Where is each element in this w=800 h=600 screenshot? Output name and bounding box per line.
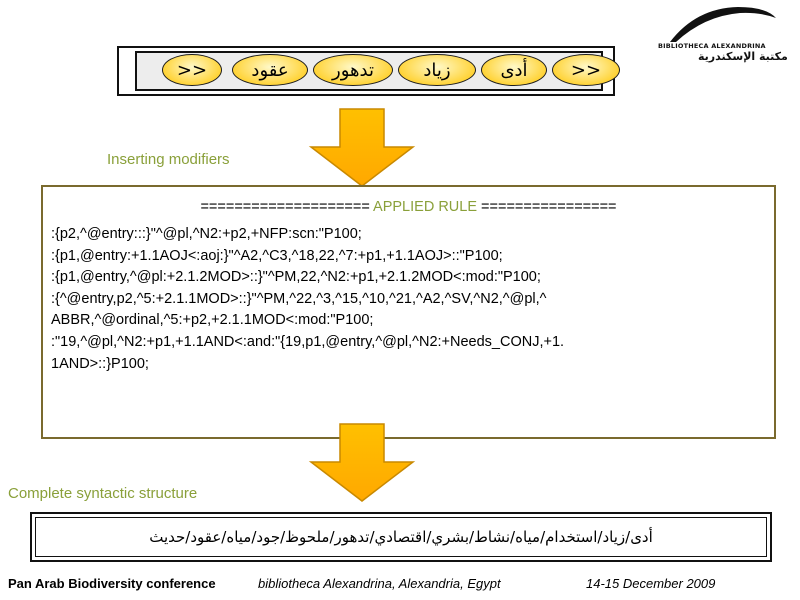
logo-name-ar: مكتبة الإسكندرية — [698, 50, 788, 63]
library-arc-icon — [668, 4, 778, 44]
down-arrow-icon — [307, 422, 417, 504]
footer-conference: Pan Arab Biodiversity conference — [8, 576, 216, 591]
rule-line: :{p2,^@entry:::}"^@pl,^N2:+p2,+NFP:scn:"P100; — [51, 226, 362, 242]
footer-venue: bibliotheca Alexandrina, Alexandria, Egypt — [258, 576, 501, 591]
syntactic-structure-text: أدى/زياد/استخدام/مياه/نشاط/بشري/اقتصادي/تدهور/ملحوظ/جود/مياه/عقود/حديث — [149, 528, 653, 546]
logo-name-en: BIBLIOTHECA ALEXANDRINA — [658, 42, 766, 50]
applied-rule-box — [41, 185, 776, 439]
rule-line: 1AND>::}P100; — [51, 355, 149, 372]
rule-line: :{p1,@entry,^@pl:+2.1.2MOD>::}"^PM,22,^N2:+p1,+2.1.2MOD<:mod:"P100; — [51, 269, 541, 286]
rule-lines — [51, 224, 771, 375]
rule-line: :{p1,@entry:+1.1AOJ<:aoj:}"^A2,^C3,^18,22,^7:+p1,+1.1AOJ>::"P100; — [51, 247, 503, 264]
down-arrow-icon — [307, 107, 417, 189]
rule-header-right: ================ — [477, 199, 617, 215]
rule-line: :"19,^@pl,^N2:+p1,+1.1AND<:and:"{19,p1,@entry,^@pl,^N2:+Needs_CONJ,+1. — [51, 333, 565, 350]
complete-structure-caption: Complete syntactic structure — [8, 485, 198, 502]
rule-header-left: ==================== — [200, 199, 374, 215]
rule-line: ABBR,^@ordinal,^5:+p2,+2.1.1MOD<:mod:"P100; — [51, 312, 374, 329]
syntactic-structure-box — [30, 512, 772, 562]
scroll-right-oval[interactable]: >> — [552, 54, 620, 86]
syntactic-structure-inner — [35, 517, 767, 557]
scroll-left-oval[interactable]: >> — [162, 54, 222, 86]
rule-line: :{^@entry,p2,^5:+2.1.1MOD>::}"^PM,^22,^3,^15,^10,^21,^A2,^SV,^N2,^@pl,^ — [51, 290, 547, 307]
inserting-modifiers-caption: Inserting modifiers — [107, 151, 230, 168]
rule-header-title: APPLIED RULE — [373, 199, 478, 215]
footer-date: 14-15 December 2009 — [586, 576, 716, 591]
applied-rule-header — [43, 199, 774, 215]
word-oval-uqud: عقود — [232, 54, 308, 86]
word-oval-ziyad: زياد — [398, 54, 476, 86]
bibliotheca-alexandrina-logo — [650, 4, 796, 64]
word-oval-tadahwur: تدهور — [313, 54, 393, 86]
word-oval-adda: أدى — [481, 54, 547, 86]
